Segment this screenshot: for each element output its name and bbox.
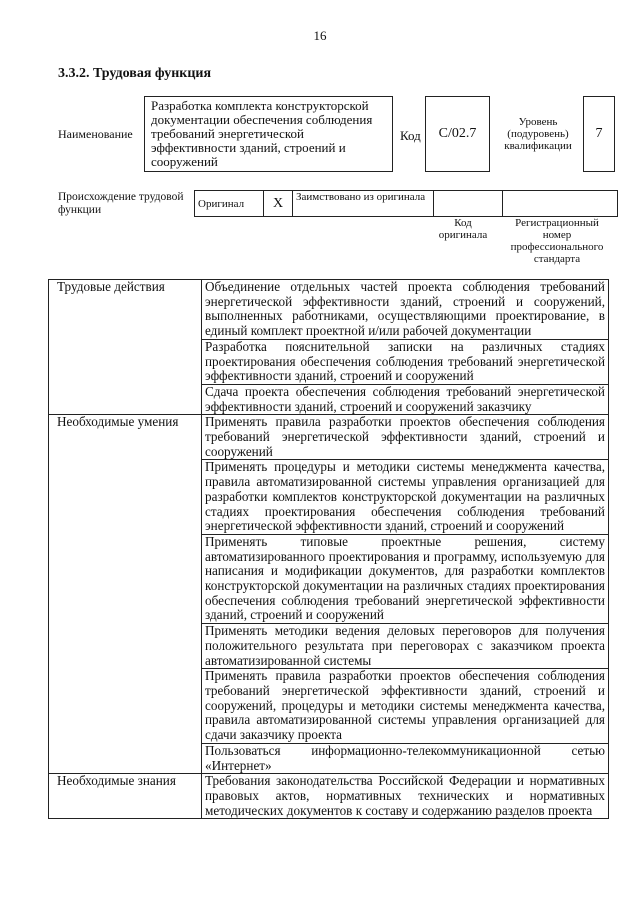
table-cell: Сдача проекта обеспечения соблюдения требований энергетической эффективности зданий, строений и сооружений заказчику: [202, 384, 609, 414]
reg-number-cell: [503, 191, 618, 217]
table-cell: Объединение отдельных частей проекта соблюдения требований энергетической эффективности зданий, строений и сооружений, выполненных работниками, осуществляющими проектирование, в единый комплект проектной и/или рабочей документации: [202, 280, 609, 340]
kod-originala-cell: [434, 191, 503, 217]
table-cell: Разработка пояснительной записки на различных стадиях проектирования обеспечения соблюдения требований энергетической эффективности зданий, строений и сооружений: [202, 339, 609, 384]
section-title: 3.3.2. Трудовая функция: [58, 66, 212, 81]
function-table: [48, 279, 609, 819]
uroven-value-box: 7: [583, 96, 615, 172]
page-number: 16: [313, 28, 327, 43]
original-mark: Х: [264, 191, 293, 217]
kod-value-box: С/02.7: [425, 96, 490, 172]
table-row: [49, 774, 609, 819]
origin-table: [194, 190, 618, 217]
table-cell: Применять процедуры и методики системы менеджмента качества, правила автоматизированной системы управления организацией для разработки комплектов конструкторской документации на различных стадиях проектирования обеспечения соблюдения требований энергетической эффективности зданий, строений и сооружений: [202, 460, 609, 535]
table-cell: Применять методики ведения деловых переговоров для получения положительного результата при переговорах с заказчиком проекта автоматизированной системы: [202, 624, 609, 669]
row-header: Трудовые действия: [49, 280, 202, 415]
naimenovanie-label: Наименование: [58, 127, 133, 141]
origin-label: Происхождение трудовой функции: [58, 191, 184, 216]
borrowed-label: Заимствовано из оригинала: [293, 191, 434, 217]
original-label: Оригинал: [195, 191, 264, 217]
table-cell: Применять правила разработки проектов обеспечения соблюдения требований энергетической эффективности зданий, строений и сооружений, процедуры и методики системы менеджмента качества, правила автоматизированной системы управления организацией для сдачи заказчику проекта: [202, 669, 609, 744]
table-cell: Применять правила разработки проектов обеспечения соблюдения требований энергетической эффективности зданий, строений и сооружений: [202, 415, 609, 460]
row-header: Необходимые умения: [49, 415, 202, 774]
kod-label: Код: [400, 128, 421, 143]
table-cell: Требования законодательства Российской Федерации и нормативных правовых актов, нормативных технических и нормативных методических документов к составу и содержанию разделов проекта: [202, 774, 609, 819]
table-row: [49, 280, 609, 340]
function-name-box: Разработка комплекта конструкторской документации обеспечения соблюдения требований энергетической эффективности зданий, строений и сооружений: [144, 96, 393, 172]
reg-number-caption: Регистрационный номер профессионального стандарта: [510, 217, 604, 265]
table-row: [49, 415, 609, 460]
table-cell: Применять типовые проектные решения, систему автоматизированного проектирования и программу, используемую для написания и модификации документов, для разработки комплектов конструкторской документации на различных стадиях проектирования обеспечения соблюдения требований энергетической эффективности зданий, строений и сооружений: [202, 534, 609, 623]
row-header: Необходимые знания: [49, 774, 202, 819]
kod-originala-caption: Код оригинала: [438, 217, 488, 241]
uroven-label: Уровень (подуровень) квалификации: [504, 116, 572, 152]
table-cell: Пользоваться информационно-телекоммуникационной сетью «Интернет»: [202, 743, 609, 773]
